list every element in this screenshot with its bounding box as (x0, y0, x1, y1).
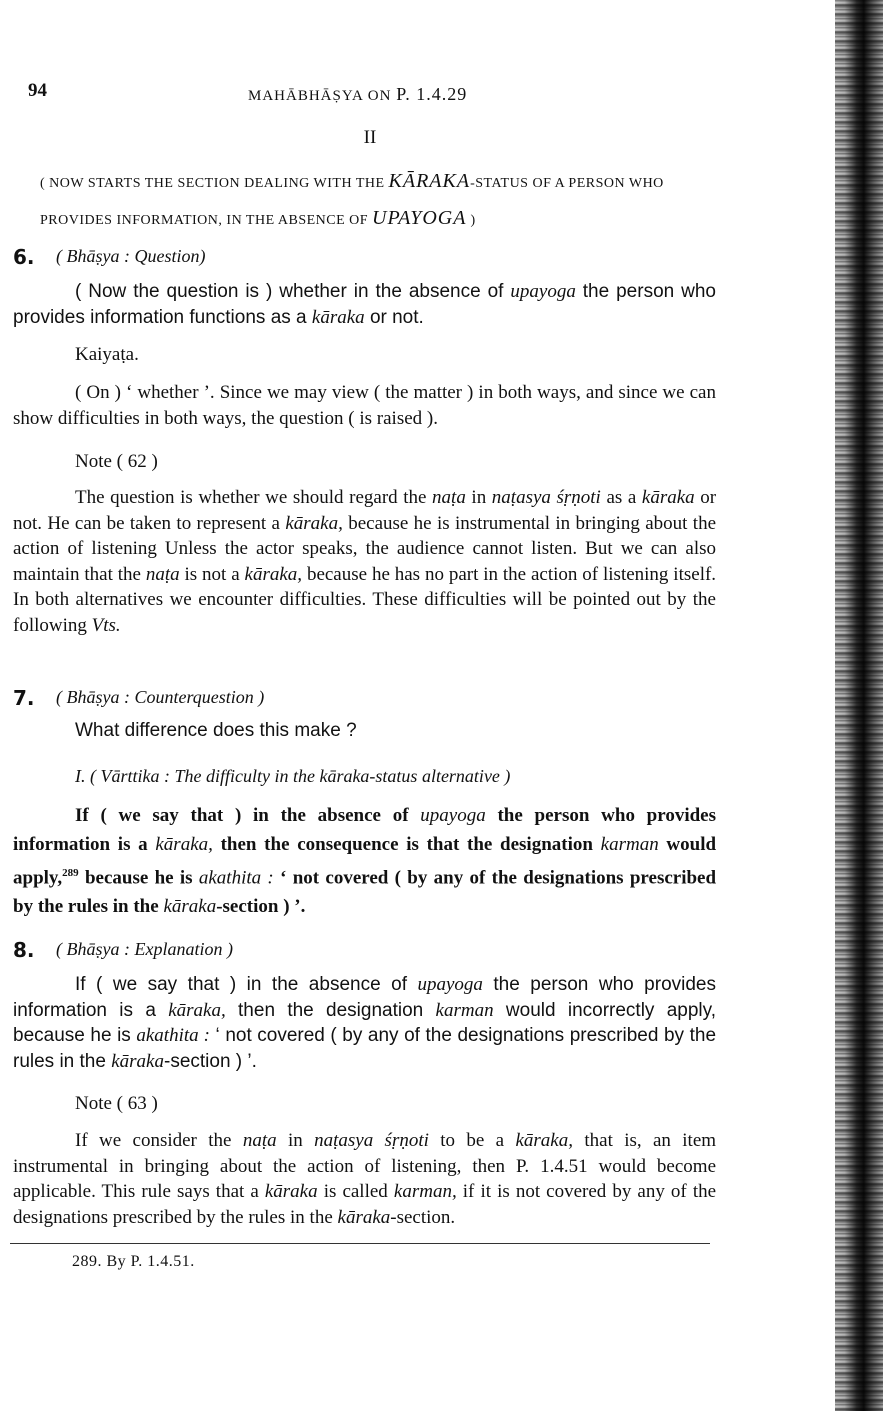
page-edge-shadow (835, 0, 883, 1411)
heading-karaka: KĀRAKA (388, 170, 471, 192)
note-62-text: The question is whether we should regard the naṭa in naṭasya śṛṇoti as a kāraka or not. He can be taken to represent a kāraka, because he is instrumental in bringing about the action of listening Unless the actor speaks, the audience cannot listen. But we can also maintain that the naṭa is not a kāraka, because he has no part in the action of listening itself. In both alternatives we encounter difficulties. These difficulties will be pointed out by the following Vts. (13, 487, 717, 636)
running-header (248, 84, 467, 105)
explanation-text: If ( we say that ) in the absence of upayoga the person who provides information is a kāraka, then the designation karman would incorrectly apply, because he is akathita : ‘ not covered ( by any of the designations prescribed by the rules in the kāraka-section ) ’. (13, 974, 717, 1072)
running-header-rule: P. 1.4.29 (396, 84, 468, 104)
counterquestion-text: What difference does this make ? (75, 720, 357, 741)
bhasya-label-explanation: ( Bhāṣya : Explanation ) (56, 939, 233, 959)
paragraph-number-6: 6. (13, 245, 35, 269)
running-header-title: MAHĀBHĀṢYA ON (248, 88, 392, 104)
varttika-text: If ( we say that ) in the absence of upayoga the person who provides information is a kāraka, then the consequence is that the designation karman would apply,$^{289}$ because he is akathita : ‘ not covered ( by any of the designations prescribed by the rules in the kāraka-section ) ’. (13, 805, 717, 918)
note-63-text: If we consider the naṭa in naṭasya śṛṇoti to be a kāraka, that is, an item instrumental in bringing about the action of listening, then P. 1.4.51 would become applicable. This rule says that a kāraka is called karman, if it is not covered by any of the designations prescribed by the rules in the kāraka-section. (13, 1130, 717, 1228)
section-number: II (363, 127, 377, 148)
bhasya-label-counterquestion: ( Bhāṣya : Counterquestion ) (56, 687, 265, 707)
kaiyata-text: ( On ) ‘ whether ’. Since we may view ( the matter ) in both ways, and since we can show difficulties in both ways, the question ( is raised ). (13, 382, 716, 429)
paragraph-number-7: 7. (13, 686, 35, 710)
page-number: 94 (28, 80, 47, 101)
footnote-289: 289. By P. 1.4.51. (72, 1253, 195, 1270)
footnote-ref-289[interactable]: 289 (62, 867, 79, 879)
section-heading: ( NOW STARTS THE SECTION DEALING WITH THE KĀRAKA-STATUS OF A PERSON WHO PROVIDES INFORMATION, IN THE ABSENCE OF UPAYOGA ) (40, 170, 664, 229)
heading-upayoga: UPAYOGA (372, 207, 467, 229)
bhasya-question-text: ( Now the question is ) whether in the absence of upayoga the person who provides information functions as a kāraka or not. (13, 281, 716, 328)
note-63-label: Note ( 63 ) (75, 1093, 158, 1114)
bhasya-label-question: ( Bhāṣya : Question) (56, 246, 206, 266)
paragraph-number-8: 8. (13, 938, 35, 962)
note-62-label: Note ( 62 ) (75, 451, 158, 472)
varttika-label: I. ( Vārttika : The difficulty in the kāraka-status alternative ) (75, 766, 511, 786)
kaiyata-label: Kaiyaṭa. (75, 344, 139, 365)
footnote-divider (10, 1243, 710, 1244)
